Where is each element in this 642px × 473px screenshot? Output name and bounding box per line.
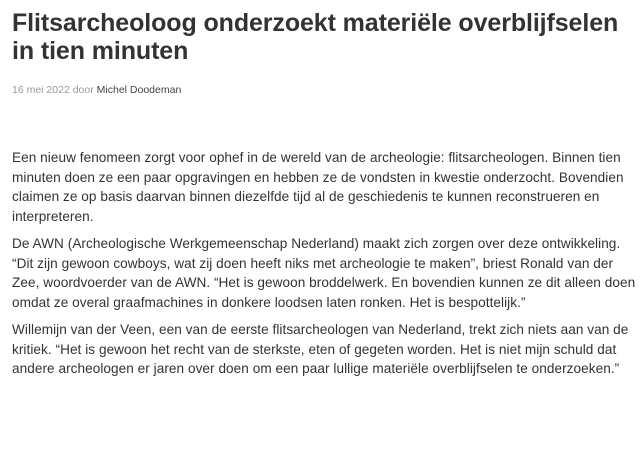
paragraph: Willemijn van der Veen, een van de eerste flitsarcheologen van Nederland, trekt zich niets aan van de kritiek. “Het is gewoon het recht van de sterkste, eten of gegeten worden. Het is niet mijn schuld dat andere archeologen er jaren over doen om een paar lullige materiële overblijfselen te onderzoeken.” <box>12 322 629 376</box>
paragraph: De AWN (Archeologische Werkgemeenschap Nederland) maakt zich zorgen over deze ontwikkeling. “Dit zijn gewoon cowboys, wat zij doen heeft niks met archeologie te maken”, briest Ronald van der Zee, woordvoerder van de AWN. “Het is gewoon broddelwerk. En bovendien kunnen ze dit alleen doen omdat ze overal graafmachines in donkere loodsen laten ronken. Het is bespottelijk.” <box>12 236 636 310</box>
article-body <box>12 148 638 379</box>
paragraph: Een nieuw fenomeen zorgt voor ophef in de wereld van de archeologie: flitsarcheologen. Binnen tien minuten doen ze een paar opgravingen en hebben ze de vondsten in kwestie onderzocht. Bovendien claimen ze op basis daarvan binnen diezelfde tijd al de geschiedenis te kunnen reconstrueren en interpreteren. <box>12 150 624 224</box>
article <box>12 0 638 387</box>
article-title: Flitsarcheoloog onderzoekt materiële overblijfselen in tien minuten <box>12 9 619 65</box>
publish-date: 16 mei 2022 <box>12 84 70 96</box>
author-link[interactable]: Michel Doodeman <box>96 84 182 96</box>
byline <box>12 83 638 97</box>
byline-by: door <box>72 84 94 96</box>
